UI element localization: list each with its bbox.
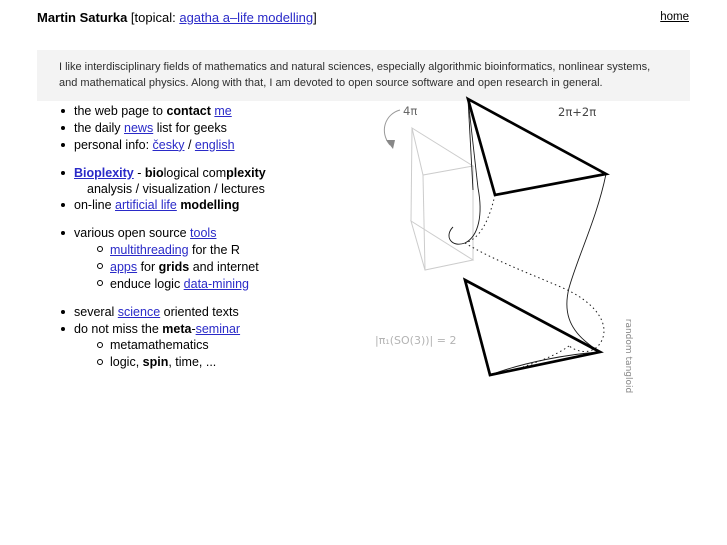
list-group (60, 165, 370, 214)
inline-link[interactable]: me (214, 104, 232, 118)
disc-bullet-icon (60, 321, 74, 338)
topical-suffix: ] (313, 10, 317, 25)
disc-bullet-icon (60, 137, 74, 154)
list-item (60, 137, 370, 154)
plaque-triangles (465, 99, 606, 375)
dotted-string-lines (465, 195, 604, 367)
text: metamathematics (110, 338, 209, 353)
list-item (60, 259, 370, 276)
disc-bullet-icon (60, 304, 74, 321)
inline-link[interactable]: tools (190, 225, 217, 240)
text: logical com (163, 165, 227, 180)
bold-text: bio (144, 165, 164, 180)
bold-text: grids (158, 259, 190, 274)
text: , time, ... (168, 355, 217, 370)
list-item (60, 321, 370, 338)
text: oriented texts (160, 304, 239, 319)
list-item (60, 337, 370, 354)
string-lines (449, 99, 606, 375)
inline-link[interactable]: artificial life (115, 197, 177, 212)
bold-text: contact (166, 104, 211, 118)
tangloid-figure (373, 88, 641, 400)
bold-text: spin (142, 355, 169, 370)
rotation-arrow-icon (384, 110, 400, 149)
inline-link[interactable]: Bioplexity (74, 165, 134, 180)
list-group (60, 103, 370, 154)
text: / (184, 137, 195, 152)
inline-link[interactable]: english (194, 137, 235, 152)
bold-text: plexity (226, 165, 266, 180)
circle-bullet-icon (96, 355, 110, 372)
text: various open source (74, 225, 191, 240)
text: enduce logic (110, 276, 184, 291)
page-header (37, 10, 317, 25)
bottom-plaque (465, 280, 600, 375)
list-item (60, 165, 370, 182)
tangloid-svg (373, 88, 641, 400)
list-item (60, 354, 370, 371)
list-group (60, 225, 370, 293)
circle-bullet-icon (96, 259, 110, 276)
disc-bullet-icon (60, 225, 74, 242)
topical-prefix: [topical: (127, 10, 180, 25)
prism-wireframe (411, 128, 473, 270)
text: and internet (189, 259, 259, 274)
circle-bullet-icon (96, 242, 110, 259)
text: - (133, 165, 145, 180)
circle-bullet-icon (96, 338, 110, 355)
home-link[interactable]: home (660, 11, 689, 23)
inline-link[interactable]: news (124, 120, 154, 135)
text: personal info: (74, 137, 153, 152)
topic-list (60, 103, 370, 382)
angles-label: 2π+2π (558, 105, 597, 119)
inline-link[interactable]: česky (152, 137, 185, 152)
fundamental-group-label: |π₁(SO(3))| = 2 (375, 334, 457, 347)
author-name: Martin Saturka (37, 10, 128, 25)
list-continuation (60, 182, 370, 197)
list-item (60, 242, 370, 259)
figure-caption: random tangloid (623, 318, 633, 394)
text: several (74, 304, 118, 319)
text: the daily (74, 120, 125, 135)
list-item (60, 276, 370, 293)
list-group (60, 304, 370, 372)
list-item (60, 304, 370, 321)
text: analysis / visualization / lectures (87, 181, 265, 196)
inline-link[interactable]: seminar (195, 321, 241, 336)
inline-link[interactable]: science (117, 304, 161, 319)
topical-link[interactable]: agatha a–life modelling (179, 10, 314, 25)
list-item (60, 225, 370, 242)
disc-bullet-icon (60, 120, 74, 137)
circle-bullet-icon (96, 276, 110, 293)
rotation-label: 4π (403, 104, 418, 118)
bold-text: meta (162, 321, 192, 336)
text: for (137, 259, 159, 274)
text: for the R (188, 242, 240, 257)
disc-bullet-icon (60, 103, 74, 120)
bold-text: modelling (180, 197, 240, 212)
text: do not miss the (74, 321, 163, 336)
text: - (191, 321, 196, 336)
text: list for geeks (153, 120, 227, 135)
inline-link[interactable]: multithreading (110, 242, 189, 257)
list-item (60, 120, 370, 137)
list-item (60, 197, 370, 214)
intro-text: I like interdisciplinary fields of mathematics and natural sciences, especially algorithmic bioinformatics, nonlinear systems, and mathematical physics. Along with that, I am devoted to open source software and open research in general. (59, 61, 651, 89)
inline-link[interactable]: apps (110, 259, 138, 274)
inline-link[interactable]: data-mining (183, 276, 249, 291)
text: logic, (110, 355, 143, 370)
list-item (60, 103, 370, 120)
disc-bullet-icon (60, 197, 74, 214)
text: on-line (74, 197, 115, 212)
disc-bullet-icon (60, 165, 74, 182)
text: the web page to (74, 104, 167, 118)
